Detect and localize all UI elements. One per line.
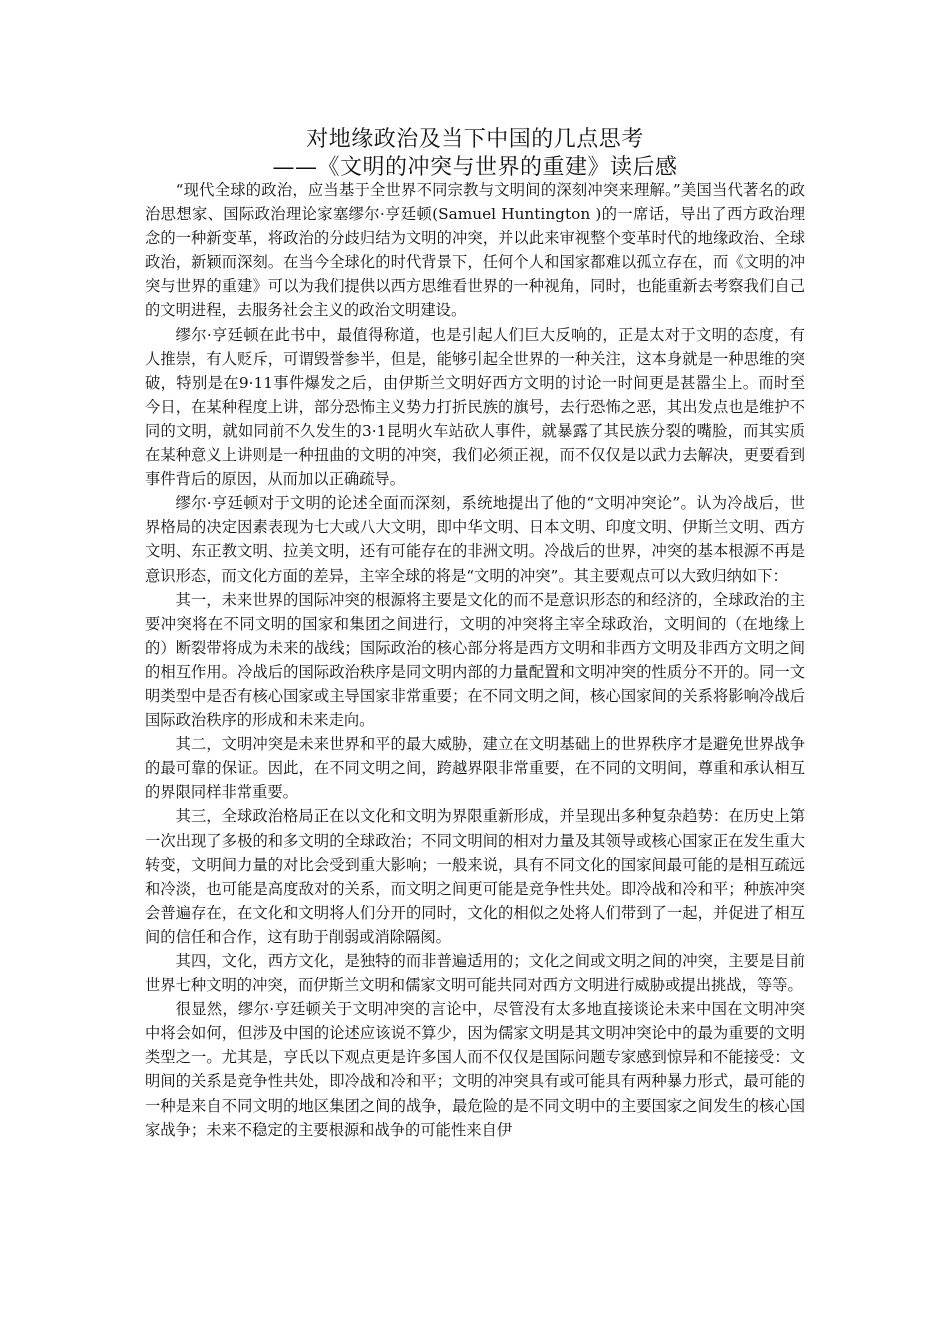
paragraph: 很显然，缪尔·亨廷顿关于文明冲突的言论中，尽管没有太多地直接谈论未来中国在文明冲突中将会如何，但涉及中国的论述应该说不算少，因为儒家文明是其文明冲突论中的最为重要的文明类型之一。尤其是，亨氏以下观点更是许多国人而不仅仅是国际问题专家感到惊异和不能接受：文明间的关系是竞争性共处，即冷战和冷和平；文明的冲突具有或可能具有两种暴力形式，最可能的一种是来自不同文明的地区集团之间的战争，最危险的是不同文明中的主要国家之间发生的核心国家战争；未来不稳定的主要根源和战争的可能性来自伊	[145, 1000, 805, 1139]
title-block	[145, 126, 805, 182]
article-body	[145, 178, 805, 1142]
paragraph: 其三，全球政治格局正在以文化和文明为界限重新形成，并呈现出多种复杂趋势：在历史上第一次出现了多极的和多文明的全球政治；不同文明间的相对力量及其领导或核心国家正在发生重大转变，文明间力量的对比会受到重大影响；一般来说，具有不同文化的国家间最可能的是相互疏远和冷淡，也可能是高度敌对的关系，而文明之间更可能是竞争性共处。即冷战和冷和平；种族冲突会普遍存在，在文化和文明将人们分开的同时，文化的相似之处将人们带到了一起，并促进了相互间的信任和合作，这有助于削弱或消除隔阂。	[145, 807, 805, 946]
paragraph: 其一，未来世界的国际冲突的根源将主要是文化的而不是意识形态的和经济的，全球政治的主要冲突将在不同文明的国家和集团之间进行，文明的冲突将主宰全球政治，文明间的（在地缘上的）断裂带将成为未来的战线；国际政治的核心部分将是西方文明和非西方文明及非西方文明之间的相互作用。冷战后的国际政治秩序是同文明内部的力量配置和文明冲突的性质分不开的。同一文明类型中是否有核心国家或主导国家非常重要；在不同文明之间，核心国家间的关系将影响冷战后国际政治秩序的形成和未来走向。	[145, 590, 805, 730]
page-title: 对地缘政治及当下中国的几点思考	[306, 127, 644, 152]
paragraph: 缪尔·亨廷顿在此书中，最值得称道，也是引起人们巨大反响的，正是太对于文明的态度，有人推崇，有人贬斥，可谓毁誉参半，但是，能够引起全世界的一种关注，这本身就是一种思维的突破，特别是在9·11事件爆发之后，由伊斯兰文明好西方文明的讨论一时间更是甚嚣尘上。而时至今日，在某种程度上讲，部分恐怖主义势力打折民族的旗号，去行恐怖之恶，其出发点也是维护不同的文明，就如同前不久发生的3·1昆明火车站砍人事件，就暴露了其民族分裂的嘴脸，而其实质在某种意义上讲则是一种扭曲的文明的冲突，我们必须正视，而不仅仅是以武力去解决，更要看到事件背后的原因，从而加以正确疏导。	[145, 325, 805, 489]
paragraph: “现代全球的政治，应当基于全世界不同宗教与文明间的深刻冲突来理解。”美国当代著名的政治思想家、国际政治理论家塞缪尔·亨廷顿(Samuel Huntington )的一席话，导出了西方政治理念的一种新变革，将政治的分歧归结为文明的冲突，并以此来审视整个变革时代的地缘政治、全球政治，新颖而深刻。在当今全球化的时代背景下，任何个人和国家都难以孤立存在，而《文明的冲突与世界的重建》可以为我们提供以西方思维看世界的一种视角，同时，也能重新去考察我们自己的文明进程，去服务社会主义的政治文明建设。	[145, 181, 805, 320]
paragraph: 缪尔·亨廷顿对于文明的论述全面而深刻，系统地提出了他的“文明冲突论”。认为冷战后，世界格局的决定因素表现为七大或八大文明，即中华文明、日本文明、印度文明、伊斯兰文明、西方文明、东正教文明、拉美文明，还有可能存在的非洲文明。冷战后的世界，冲突的基本根源不再是意识形态，而文化方面的差异，主宰全球的将是“文明的冲突”。其主要观点可以大致归纳如下：	[145, 494, 805, 585]
paragraph: 其二，文明冲突是未来世界和平的最大威胁，建立在文明基础上的世界秩序才是避免世界战争的最可靠的保证。因此，在不同文明之间，跨越界限非常重要，在不同的文明间，尊重和承认相互的界限同样非常重要。	[145, 735, 805, 802]
page-subtitle: ——《文明的冲突与世界的重建》读后感	[272, 155, 678, 180]
paragraph: 其四，文化，西方文化，是独特的而非普遍适用的；文化之间或文明之间的冲突，主要是目前世界七种文明的冲突，而伊斯兰文明和儒家文明可能共同对西方文明进行威胁或提出挑战，等等。	[145, 952, 805, 995]
